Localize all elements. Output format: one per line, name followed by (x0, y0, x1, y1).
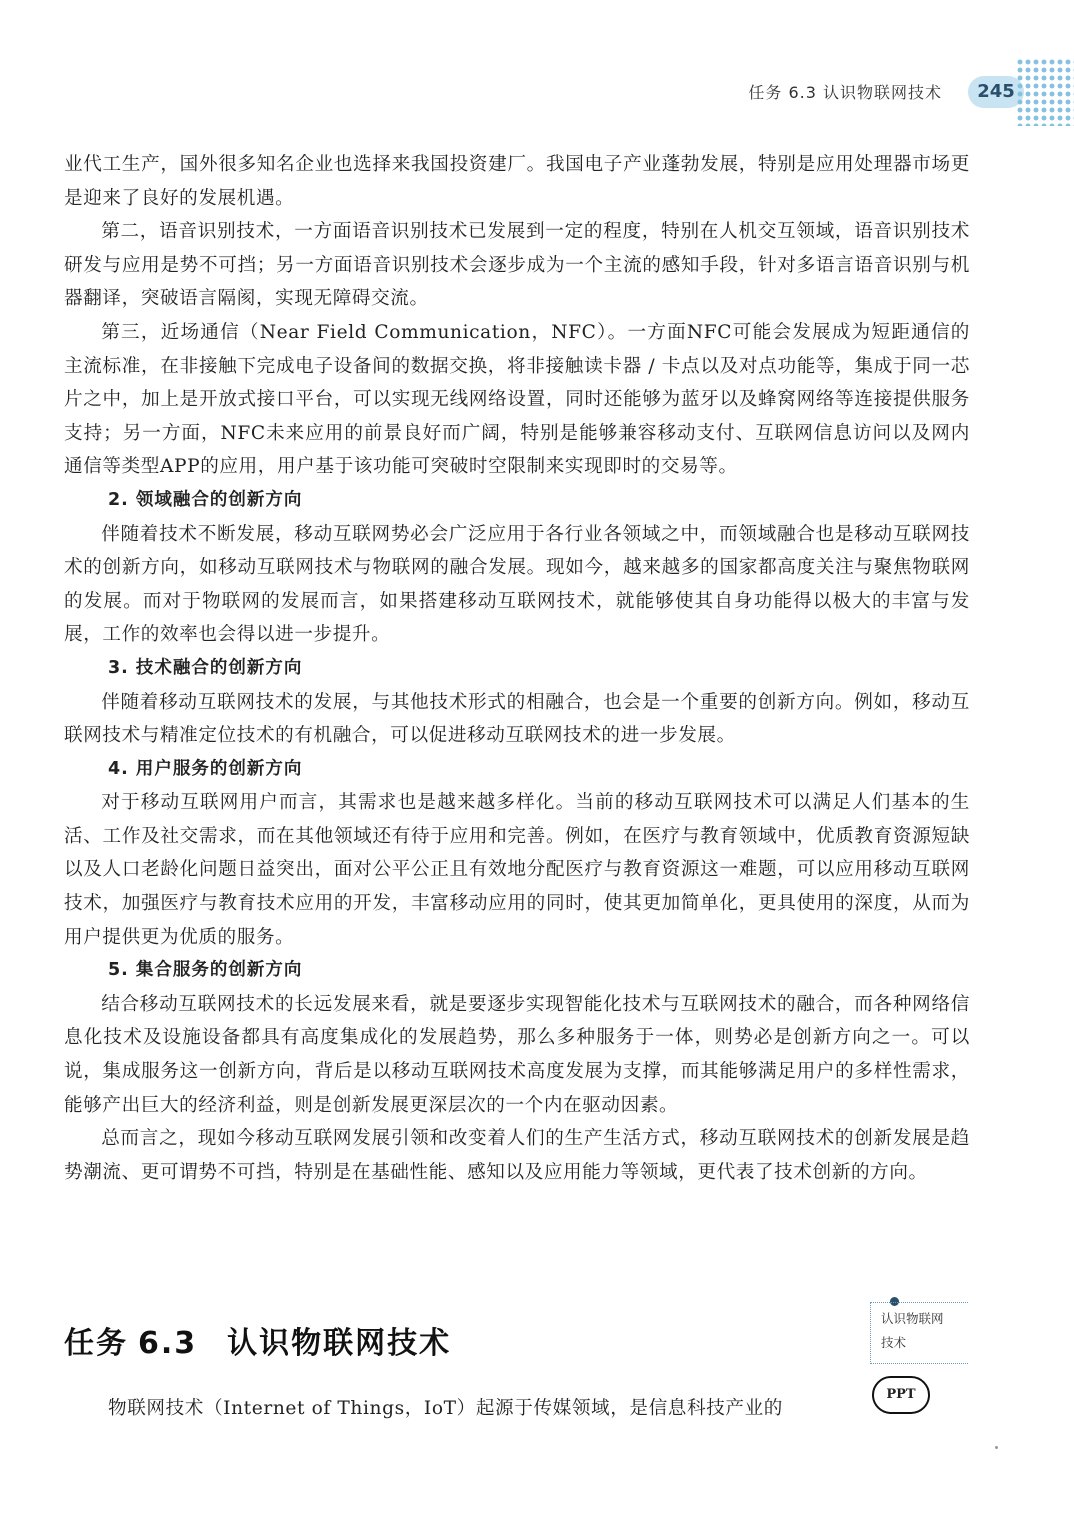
section-number: 6.3 (138, 1326, 198, 1361)
page-header (674, 74, 1074, 114)
paragraph: 伴随着移动互联网技术的发展，与其他技术形式的相融合，也会是一个重要的创新方向。例如，移动互联网技术与精准定位技术的有机融合，可以促进移动互联网技术的进一步发展。 (64, 691, 970, 747)
section-label: 任务 (64, 1326, 128, 1361)
ppt-button[interactable]: PPT (872, 1376, 930, 1414)
paragraph: 结合移动互联网技术的长远发展来看，就是要逐步实现智能化技术与互联网技术的融合，而各种网络信息化技术及设施设备都具有高度集成化的发展趋势，那么多种服务于一体，则势必是创新方向之一。可以说，集成服务这一创新方向，背后是以移动互联网技术高度发展为支撑，而其能够满足用户的多样性需求，能够产出巨大的经济利益，则是创新发展更深层次的一个内在驱动因素。 (64, 993, 970, 1116)
subheading: 3. 技术融合的创新方向 (108, 657, 303, 678)
section-intro: 物联网技术（Internet of Things，IoT）起源于传媒领域，是信息科技产业的 (108, 1398, 783, 1419)
paragraph: 对于移动互联网用户而言，其需求也是越来越多样化。当前的移动互联网技术可以满足人们基本的生活、工作及社交需求，而在其他领域还有待于应用和完善。例如，在医疗与教育领域中，优质教育资源短缺以及人口老龄化问题日益突出，面对公平公正且有效地分配医疗与教育资源这一难题，可以应用移动互联网技术，加强医疗与教育技术应用的开发，丰富移动应用的同时，使其更加简单化，更具使用的深度，从而为用户提供更为优质的服务。 (64, 792, 970, 948)
resource-note (870, 1302, 968, 1364)
resource-note-line: 技术 (881, 1335, 907, 1350)
page-number: 245 (968, 76, 1024, 108)
subheading: 5. 集合服务的创新方向 (108, 960, 303, 981)
paragraph: 伴随着技术不断发展，移动互联网势必会广泛应用于各行业各领域之中，而领域融合也是移动互联网技术的创新方向，如移动互联网技术与物联网的融合发展。现如今，越来越多的国家都高度关注与聚焦物联网的发展。而对于物联网的发展而言，如果搭建移动互联网技术，就能够使其自身功能得以极大的丰富与发展，工作的效率也会得以进一步提升。 (64, 523, 970, 646)
paragraph: 第三，近场通信（Near Field Communication，NFC）。一方面NFC可能会发展成为短距通信的主流标准，在非接触下完成电子设备间的数据交换，将非接触读卡器 / 卡点以及对点功能等，集成于同一芯片之中，加上是开放式接口平台，可以实现无线网络设置，同时还能够为蓝牙以及蜂窝网络等连接提供服务支持；另一方面，NFC未来应用的前景良好而广阔，特别是能够兼容移动支付、互联网信息访问以及网内通信等类型APP的应用，用户基于该功能可突破时空限制来实现即时的交易等。 (64, 321, 970, 478)
subheading: 4. 用户服务的创新方向 (108, 758, 303, 779)
section-title: 认识物联网技术 (227, 1326, 452, 1361)
paragraph: 业代工生产，国外很多知名企业也选择来我国投资建厂。我国电子产业蓬勃发展，特别是应用处理器市场更是迎来了良好的发展机遇。 (64, 154, 970, 209)
resource-note-line: 认识物联网 (881, 1311, 944, 1326)
running-header: 任务 6.3 认识物联网技术 (748, 83, 942, 102)
decorative-dot-grid (1016, 58, 1074, 126)
page-speck (995, 1446, 998, 1449)
paragraph: 总而言之，现如今移动互联网发展引领和改变着人们的生产生活方式，移动互联网技术的创新发展是趋势潮流、更可谓势不可挡，特别是在基础性能、感知以及应用能力等领域，更代表了技术创新的方向。 (64, 1128, 970, 1183)
section-heading (64, 1318, 451, 1362)
paragraph: 第二，语音识别技术，一方面语音识别技术已发展到一定的程度，特别在人机交互领域，语音识别技术研发与应用是势不可挡；另一方面语音识别技术会逐步成为一个主流的感知手段，针对多语言语音识别与机器翻译，突破语言隔阂，实现无障碍交流。 (64, 221, 970, 310)
subheading: 2. 领域融合的创新方向 (108, 489, 303, 510)
body-text (64, 148, 970, 1189)
